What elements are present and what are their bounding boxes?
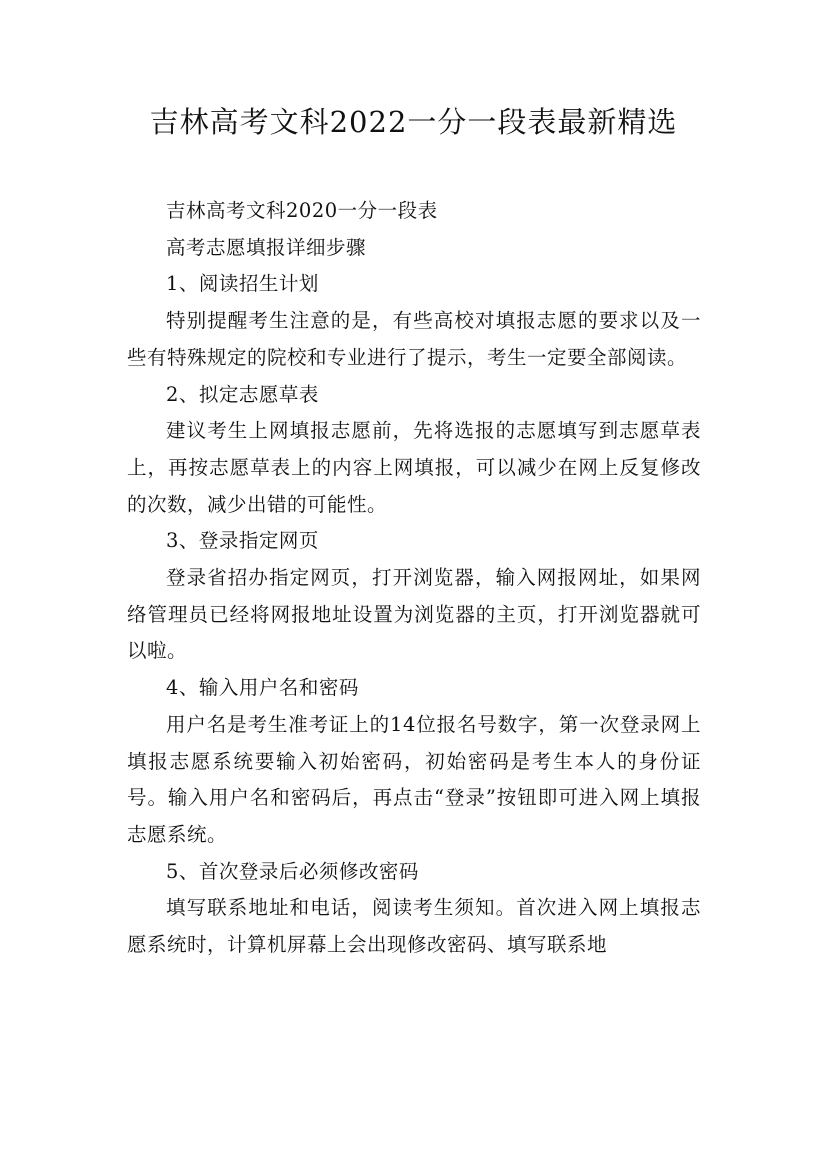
step-3-text: 登录省招办指定网页，打开浏览器，输入网报网址，如果网络管理员已经将网报地址设置为浏览器的主页，打开浏览器就可以啦。 xyxy=(127,566,701,663)
step-4-heading: 4、输入用户名和密码 xyxy=(166,676,359,700)
document-body xyxy=(127,193,701,964)
paragraph-subtitle: 吉林高考文科2020一分一段表 xyxy=(166,199,438,222)
document-title: 吉林高考文科2022一分一段表最新精选 xyxy=(149,105,678,139)
step-3-heading: 3、登录指定网页 xyxy=(166,529,319,553)
step-2-text: 建议考生上网填报志愿前，先将选报的志愿填写到志愿草表上，再按志愿草表上的内容上网填报，可以减少在网上反复修改的次数，减少出错的可能性。 xyxy=(127,419,701,516)
paragraph-steps-heading: 高考志愿填报详细步骤 xyxy=(166,235,367,259)
step-1-text: 特别提醒考生注意的是，有些高校对填报志愿的要求以及一些有特殊规定的院校和专业进行了提示，考生一定要全部阅读。 xyxy=(127,309,701,369)
step-1-heading: 1、阅读招生计划 xyxy=(166,272,319,296)
step-2-heading: 2、拟定志愿草表 xyxy=(166,382,319,406)
step-5-heading: 5、首次登录后必须修改密码 xyxy=(166,859,419,883)
step-5-text: 填写联系地址和电话，阅读考生须知。首次进入网上填报志愿系统时，计算机屏幕上会出现修改密码、填写联系地 xyxy=(127,896,701,957)
step-4-text: 用户名是考生准考证上的14位报名号数字，第一次登录网上填报志愿系统要输入初始密码，初始密码是考生本人的身份证号。输入用户名和密码后，再点击“登录”按钮即可进入网上填报志愿系统。 xyxy=(127,712,701,846)
